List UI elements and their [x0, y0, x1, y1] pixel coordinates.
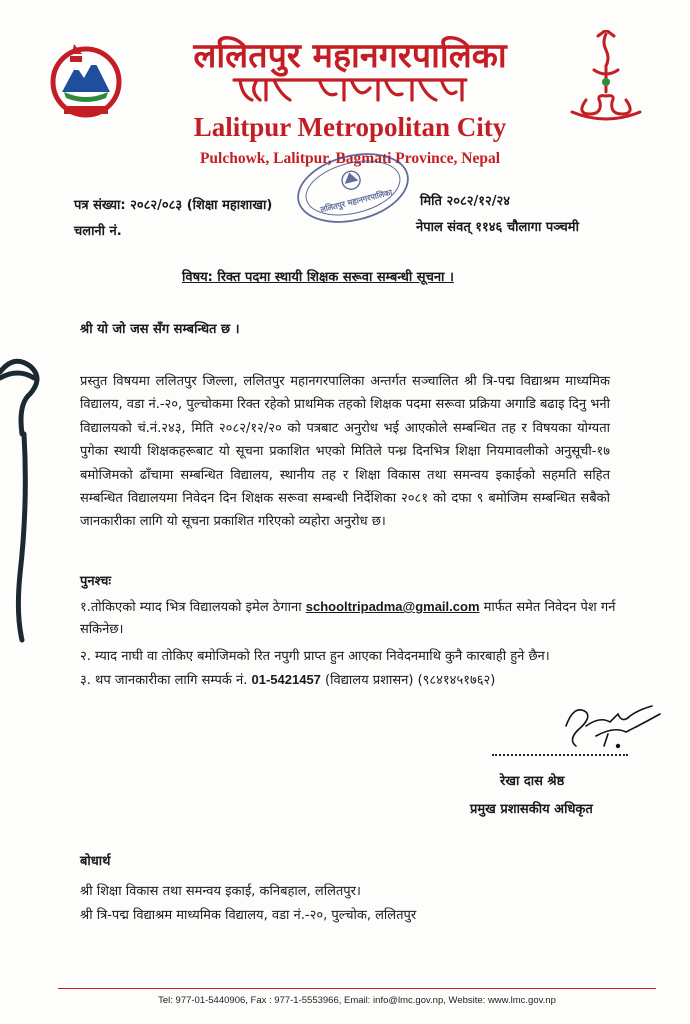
handwritten-signature: [556, 696, 666, 756]
footer-divider: [58, 988, 656, 989]
postscript-item-1: [80, 596, 620, 641]
contact-phone: 01-5421457: [251, 672, 321, 687]
office-stamp: [292, 150, 414, 226]
postscript-item-3-text: ३. थप जानकारीका लागि सम्पर्क नं.: [80, 673, 252, 688]
reference-number: पत्र संख्या: २०८२/०८३ (शिक्षा महाशाखा): [74, 198, 273, 213]
postscript-item-2: २. म्याद नाघी वा तोकिए बमोजिमको रित नपुगी प्राप्त हुन आएका निवेदनमाथि कुनै कारबाही हुने छैन।: [80, 649, 550, 664]
signature-line: [492, 754, 628, 756]
signatory-name: रेखा दास श्रेष्ठ: [500, 774, 565, 789]
cc-title: बोधार्थ: [80, 854, 111, 869]
letterhead-address: Pulchowk, Lalitpur, Bagmati Province, Nepal: [199, 150, 501, 167]
nepal-government-emblem-icon: [48, 40, 124, 120]
stamp-text: ललितपुर महानगरपालिका: [319, 187, 394, 215]
letter-date: मिति २०८२/१२/२४: [420, 194, 511, 209]
postscript-item-1-tail: मार्फत समेत निवेदन पेश गर्न सकिनेछ।: [80, 600, 616, 637]
postscript-item-3: [80, 669, 620, 692]
notice-body: प्रस्तुत विषयमा ललितपुर जिल्ला, ललितपुर महानगरपालिका अन्तर्गत सञ्चालित श्री त्रि-पद्म विद्याश्रम माध्यमिक विद्यालय, वडा नं.-२०, पुल्चोकमा रिक्त रहेको प्राथमिक तहको शिक्षक पदमा सरूवा प्रक्रिया अगाडि बढाइ दिनु भनी विद्यालयको चं.नं.२४३, मिति २०८२/१२/२० को पत्रबाट अनुरोध भई आएकोले सम्बन्धित तह र विषयका योग्यता पुगेका स्थायी शिक्षकहरूबाट यो सूचना प्रकाशित भएको मितिले पन्ध्र दिनभित्र शिक्षा नियमावलीको अनुसूची-१७ बमोजिमको ढाँचामा सम्बन्धित विद्यालय, स्थानीय तह र शिक्षा विकास तथा समन्वय इकाईको सहमति सहित सम्बन्धित विद्यालयमा निवेदन दिन शिक्षक सरूवा सम्बन्धी निर्देशिका २०८१ को दफा ९ बमोजिम सम्बन्धित सबैको जानकारीका लागि यो सूचना प्रकाशित गरिएको व्यहोरा अनुरोध छ।: [80, 374, 610, 530]
cc-item-2: श्री त्रि-पद्म विद्याश्रम माध्यमिक विद्यालय, वडा नं.-२०, पुल्चोक, ललितपुर: [80, 908, 417, 923]
school-email-link[interactable]: schooltripadma@gmail.com: [305, 599, 480, 614]
binding-string: [0, 344, 50, 644]
nepal-sambat-date: नेपाल संवत् ११४६ चौलागा पञ्चमी: [416, 220, 579, 235]
letterhead-title-nepali: ललितपुर महानगरपालिका: [193, 36, 507, 76]
cc-item-1: श्री शिक्षा विकास तथा समन्वय इकाई, कनिबहाल, ललितपुर।: [80, 884, 361, 899]
postscript-item-1-text: १.तोकिएको म्याद भित्र विद्यालयको इमेल ठेगाना: [80, 600, 306, 615]
dispatch-number: चलानी नं.: [74, 224, 122, 239]
salutation: श्री यो जो जस सँग सम्बन्धित छ ।: [80, 322, 240, 337]
postscript-item-3-tail: (विद्यालय प्रशासन) (९८४१४५१७६२): [320, 673, 496, 688]
footer-contact: Tel: 977-01-5440906, Fax : 977-1-5553966, Email: info@lmc.gov.np, Website: www.lmc.gov.np: [158, 995, 556, 1006]
subject-line: विषय: रिक्त पदमा स्थायी शिक्षक सरूवा सम्बन्धी सूचना ।: [182, 270, 454, 285]
postscript-title: पुनश्चः: [80, 574, 112, 589]
letterhead-title-newari-lettering: [130, 74, 570, 106]
letterhead-title-english: Lalitpur Metropolitan City: [193, 112, 507, 142]
signatory-title: प्रमुख प्रशासकीय अधिकृत: [470, 802, 593, 817]
metropolitan-seal-icon: [566, 30, 646, 122]
